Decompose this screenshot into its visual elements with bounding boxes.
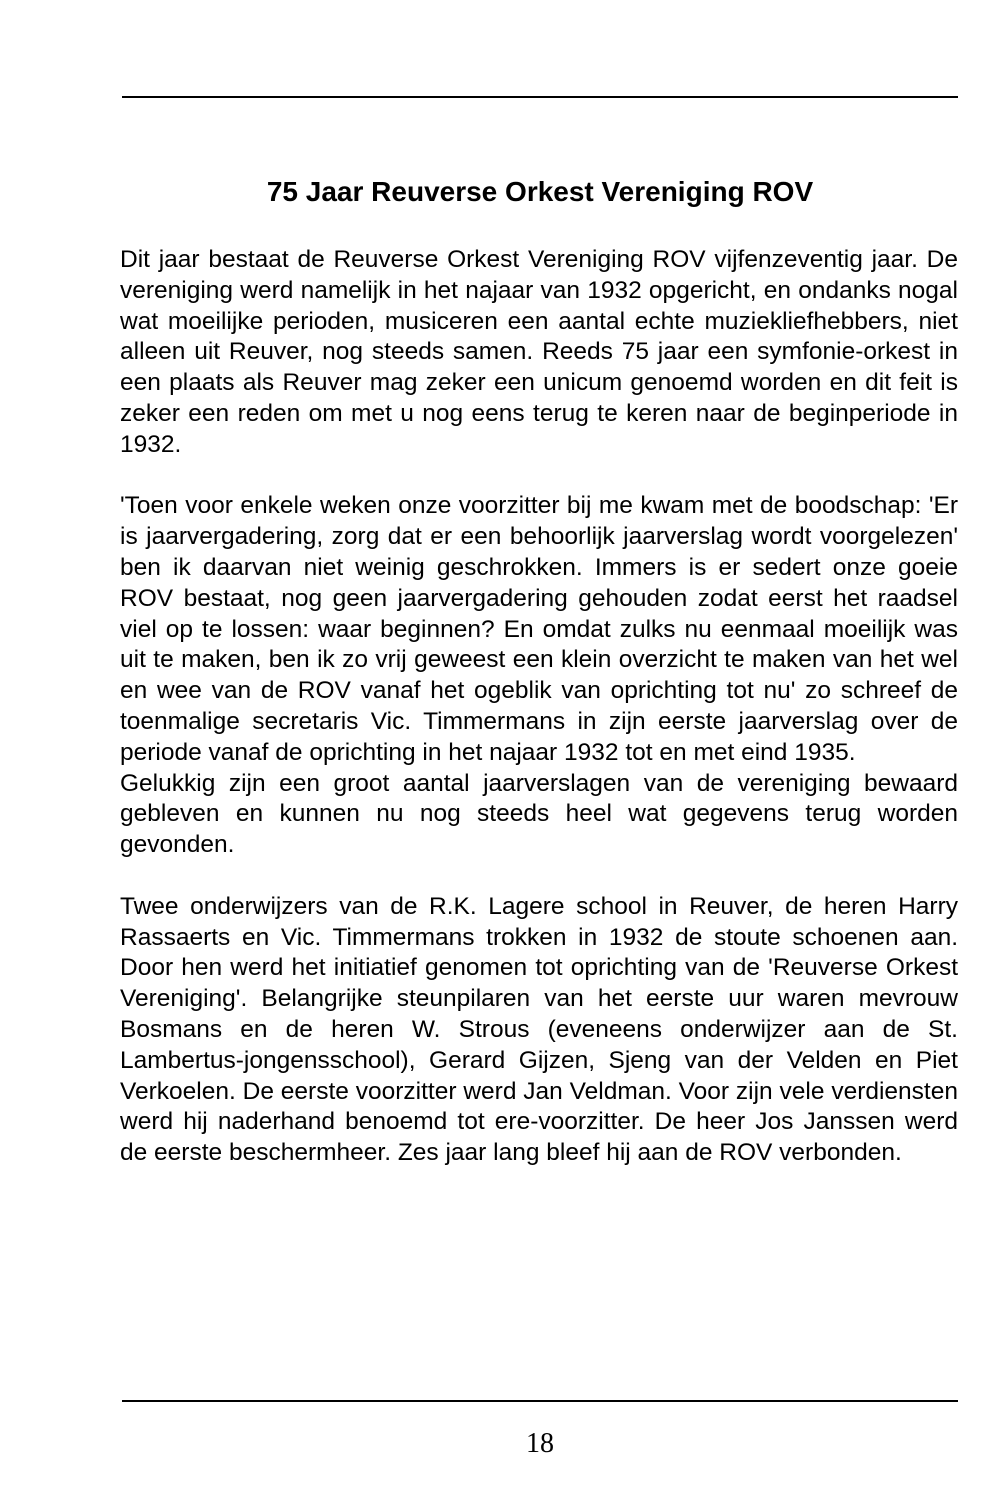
paragraph-gap <box>120 461 958 492</box>
paragraph-founders: Twee onderwijzers van de R.K. Lagere school in Reuver, de heren Harry Rassaerts en Vic. Timmermans trokken in 1932 de stoute schoenen aan. Door hen werd het initiatief genomen tot oprichting van de 'Reuverse Orkest Vereniging'. Belangrijke steunpilaren van het eerste uur waren mevrouw Bosmans en de heren W. Strous (eveneens onderwijzer aan de St. Lambertus-jongensschool), Gerard Gijzen, Sjeng van der Velden en Piet Verkoelen. De eerste voorzitter werd Jan Veldman. Voor zijn vele verdiensten werd hij naderhand benoemd tot ere-voorzitter. De heer Jos Janssen werd de eerste beschermheer. Zes jaar lang bleef hij aan de ROV verbonden. <box>120 892 958 1167</box>
paragraph-quote: 'Toen voor enkele weken onze voorzitter bij me kwam met de boodschap: 'Er is jaarvergadering, zorg dat er een behoorlijk jaarverslag wordt voorgelezen' ben ik daarvan niet weinig geschrokken. Immers is er sedert onze goeie ROV bestaat, nog geen jaarvergadering gehouden zodat eerst het raadsel viel op te lossen: waar beginnen? En omdat zulks nu eenmaal moeilijk was uit te maken, ben ik zo vrij geweest een klein overzicht te maken van het wel en wee van de ROV vanaf het ogeblik van oprichting tot nu' zo schreef de toenmalige secretaris Vic. Timmermans in zijn eerste jaarverslag over de periode vanaf de oprichting in het najaar 1932 tot en met eind 1935. <box>120 492 958 766</box>
top-rule <box>122 96 958 98</box>
paragraph-gap <box>120 861 958 892</box>
paragraph-records: Gelukkig zijn een groot aantal jaarverslagen van de vereniging bewaard gebleven en kunnen nu nog steeds heel wat gegevens terug worden gevonden. <box>120 769 958 859</box>
article-title: 75 Jaar Reuverse Orkest Vereniging ROV <box>266 176 814 207</box>
article-body <box>120 245 958 1169</box>
page-number: 18 <box>526 1428 554 1459</box>
paragraph-intro: Dit jaar bestaat de Reuverse Orkest Vereniging ROV vijfenzeventig jaar. De vereniging werd namelijk in het najaar van 1932 opgericht, en ondanks nogal wat moeilijke perioden, musiceren een aantal echte muziekliefhebbers, niet alleen uit Reuver, nog steeds samen. Reeds 75 jaar een symfonie-orkest in een plaats als Reuver mag zeker een unicum genoemd worden en dit feit is zeker een reden om met u nog eens terug te keren naar de beginperiode in 1932. <box>120 246 958 458</box>
bottom-rule <box>122 1400 958 1402</box>
